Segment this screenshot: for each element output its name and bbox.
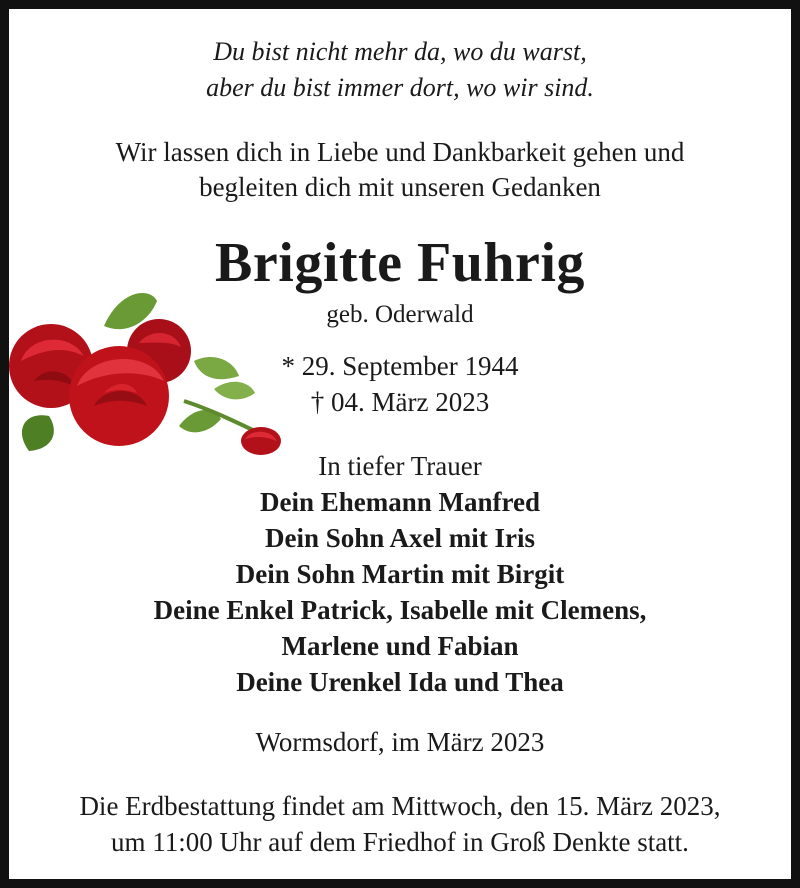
mourner-line: Dein Ehemann Manfred <box>259 487 541 517</box>
birth-date: * 29. September 1944 <box>281 351 519 381</box>
quote-line-1: Du bist nicht mehr da, wo du warst, <box>213 37 587 66</box>
funeral-info-line-1: Die Erdbestattung findet am Mittwoch, den 15. März 2023, <box>79 791 721 821</box>
intro-line-1: Wir lassen dich in Liebe und Dankbarkeit gehen und <box>115 137 685 167</box>
deceased-name: Brigitte Fuhrig <box>215 232 585 294</box>
place-date: Wormsdorf, im März 2023 <box>255 727 545 757</box>
intro-line-2: begleiten dich mit unseren Gedanken <box>199 172 601 202</box>
quote-line-2: aber du bist immer dort, wo wir sind. <box>206 73 594 102</box>
death-date: † 04. März 2023 <box>310 387 490 417</box>
mourning-heading: In tiefer Trauer <box>318 451 482 481</box>
mourner-line: Deine Urenkel Ida und Thea <box>236 667 564 697</box>
mourner-line: Marlene und Fabian <box>281 631 519 661</box>
mourner-line: Dein Sohn Martin mit Birgit <box>235 559 565 589</box>
rose-leaf <box>22 415 54 451</box>
funeral-info-line-2: um 11:00 Uhr auf dem Friedhof in Groß Denkte statt. <box>111 827 689 857</box>
birth-name: geb. Oderwald <box>326 301 474 328</box>
mourner-line: Deine Enkel Patrick, Isabelle mit Clemens, <box>153 595 647 625</box>
mourner-line: Dein Sohn Axel mit Iris <box>264 523 536 553</box>
